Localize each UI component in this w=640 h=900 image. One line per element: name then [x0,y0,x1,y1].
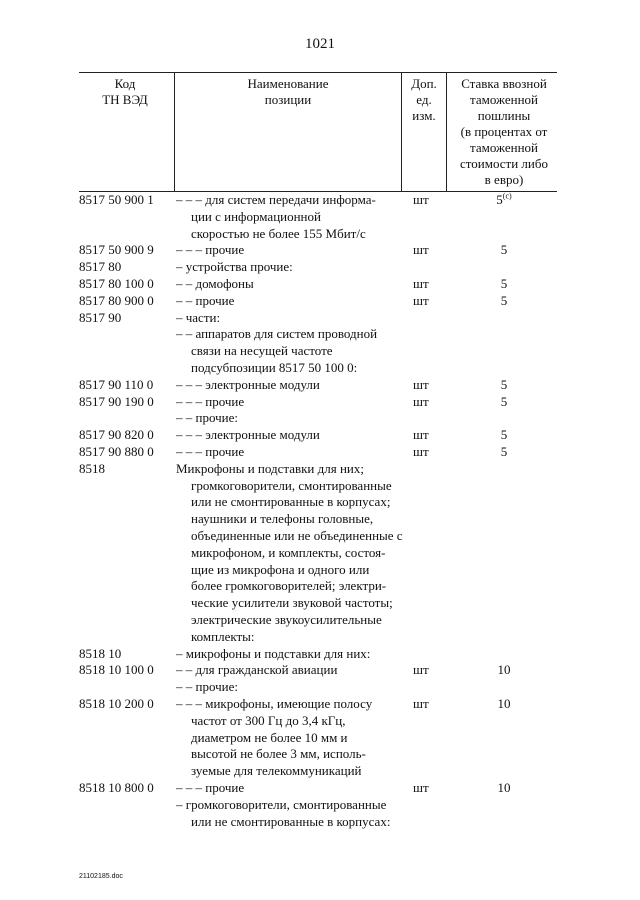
position-name [176,427,404,444]
position-name-line: – – прочие: [176,679,238,695]
hs-code: 8517 90 820 0 [79,427,154,443]
hs-code: 8518 10 100 0 [79,662,154,678]
position-name [176,461,404,646]
position-name-line: – – – электронные модули [176,376,320,392]
position-name-line: – – – прочие [176,393,245,409]
duty-rate [451,242,557,259]
position-name [176,192,404,242]
hs-code: 8517 80 900 0 [79,292,154,308]
header-rate [451,76,557,188]
position-name-line: – громкоговорители, смонтированные [176,796,387,812]
hs-code: 8517 50 900 1 [79,192,154,207]
unit-of-measure: шт [413,242,429,258]
position-name-line: комплекты: [191,628,255,644]
position-name-line: – – – прочие [176,242,245,258]
position-name-line: или не смонтированные в корпусах; [191,494,391,510]
duty-rate-value: 5 [500,427,508,443]
unit-of-measure: шт [413,393,429,409]
position-name-line: диаметром не более 10 мм и [191,729,348,745]
duty-rate [451,444,557,461]
header-rate-line: таможенной [470,140,538,155]
duty-rate [451,662,557,679]
header-unit [405,76,443,124]
position-name [176,444,404,461]
position-name-line: микрофоном, и комплекты, состоя- [191,544,386,560]
table-header [79,72,557,192]
unit-of-measure: шт [413,696,429,711]
duty-rate [451,780,557,797]
header-rate-line: таможенной [470,92,538,107]
duty-rate-value: 5 [500,376,508,392]
unit-of-measure: шт [413,662,429,678]
position-name-line: – – домофоны [176,276,254,291]
unit-of-measure: шт [413,780,429,795]
hs-code: 8518 10 [79,645,122,661]
duty-rate-value: 10 [497,662,511,678]
position-name-line: наушники и телефоны головные, [191,511,374,527]
duty-rate-value: 10 [497,780,511,795]
hs-code: 8517 50 900 9 [79,242,154,258]
column-divider [174,73,175,191]
header-rate-line: (в процентах от [460,124,548,139]
position-name-line: высотой не более 3 мм, исполь- [191,746,366,762]
column-divider [401,73,402,191]
hs-code: 8518 [79,460,105,476]
document-filename: 21102185.doc [79,873,123,880]
hs-code: 8518 10 200 0 [79,696,154,711]
position-name [176,679,404,696]
duty-rate-value: 5 [500,393,508,409]
duty-rate [451,394,557,411]
unit-of-measure: шт [413,376,429,392]
header-name [177,76,399,108]
position-name-line: – – – прочие [176,780,245,795]
header-unit-line: Доп. [411,76,437,91]
position-name-line: Микрофоны и подставки для них; [176,460,364,476]
header-rate-line: Ставка ввозной [461,76,547,91]
page-number: 1021 [305,36,335,52]
position-name-line: ции с информационной [191,208,321,224]
hs-code: 8518 10 800 0 [79,780,154,795]
duty-rate [451,293,557,310]
position-name-line: электрические звукоусилительные [191,611,382,627]
header-code-line: Код [114,76,136,91]
position-name-line: – – аппаратов для систем проводной [176,326,378,342]
position-name-line: – – для гражданской авиации [176,662,338,678]
hs-code: 8517 80 100 0 [79,276,154,291]
duty-rate [451,276,557,293]
duty-rate-value: 5 [500,242,508,258]
position-name-line: зуемые для телекоммуникаций [191,763,362,779]
header-code-line: ТН ВЭД [102,92,148,107]
duty-rate-value: 5 [496,192,503,207]
duty-rate-value: 5 [500,276,508,291]
position-name [176,394,404,411]
header-rate-line: в евро) [484,172,524,187]
position-name [176,410,404,427]
duty-rate-value: 10 [497,696,511,711]
position-name-line: ческие усилители звуковой частоты; [191,595,393,611]
position-name [176,310,404,327]
position-name-line: объединенные или не объединенные с [191,527,403,543]
hs-code: 8517 90 880 0 [79,444,154,459]
position-name-line: частот от 300 Гц до 3,4 кГц, [191,712,346,728]
column-divider [446,73,447,191]
position-name [176,259,404,276]
position-name-line: – – – электронные модули [176,427,320,443]
header-name-line: позиции [264,92,312,107]
header-code [79,76,171,108]
header-unit-line: изм. [412,108,436,123]
header-rate-line: пошлины [477,108,531,123]
position-name [176,646,404,663]
position-name-line: – – – микрофоны, имеющие полосу [176,696,373,711]
position-name [176,780,404,797]
hs-code: 8517 90 110 0 [79,376,154,392]
position-name [176,276,404,293]
unit-of-measure: шт [413,276,429,291]
unit-of-measure: шт [413,427,429,443]
hs-code: 8517 80 [79,259,122,275]
position-name [176,797,404,831]
position-name [176,293,404,310]
unit-of-measure: шт [413,444,429,459]
position-name-line: – части: [176,309,221,325]
header-name-line: Наименование [247,76,329,91]
position-name-line: скоростью не более 155 Мбит/с [191,225,366,241]
position-name-line: – микрофоны и подставки для них: [176,645,371,661]
header-rate-line: стоимости либо [459,156,548,171]
unit-of-measure: шт [413,292,429,308]
hs-code: 8517 90 [79,309,122,325]
position-name-line: – устройства прочие: [176,259,293,275]
duty-rate-footnote: (с) [502,191,512,201]
position-name-line: щие из микрофона и одного или [191,561,370,577]
position-name [176,696,404,780]
header-unit-line: ед. [416,92,432,107]
duty-rate [451,377,557,394]
position-name-line: или не смонтированные в корпусах: [191,813,391,829]
duty-rate-value: 5 [500,292,508,308]
position-name [176,662,404,679]
position-name [176,242,404,259]
position-name-line: громкоговорители, смонтированные [191,477,392,493]
position-name-line: связи на несущей частоте [191,343,333,359]
position-name-line: – – прочие: [176,410,238,426]
position-name-line: более громкоговорителей; электри- [191,578,387,594]
position-name [176,377,404,394]
unit-of-measure: шт [413,192,429,207]
position-name-line: подсубпозиции 8517 50 100 0: [191,359,358,375]
duty-rate [451,427,557,444]
duty-rate [451,696,557,713]
hs-code: 8517 90 190 0 [79,393,154,409]
position-name [176,326,404,376]
duty-rate [451,192,557,209]
position-name-line: – – – прочие [176,444,245,459]
duty-rate-value: 5 [500,444,508,459]
position-name-line: – – прочие [176,292,235,308]
position-name-line: – – – для систем передачи информа- [176,192,376,207]
